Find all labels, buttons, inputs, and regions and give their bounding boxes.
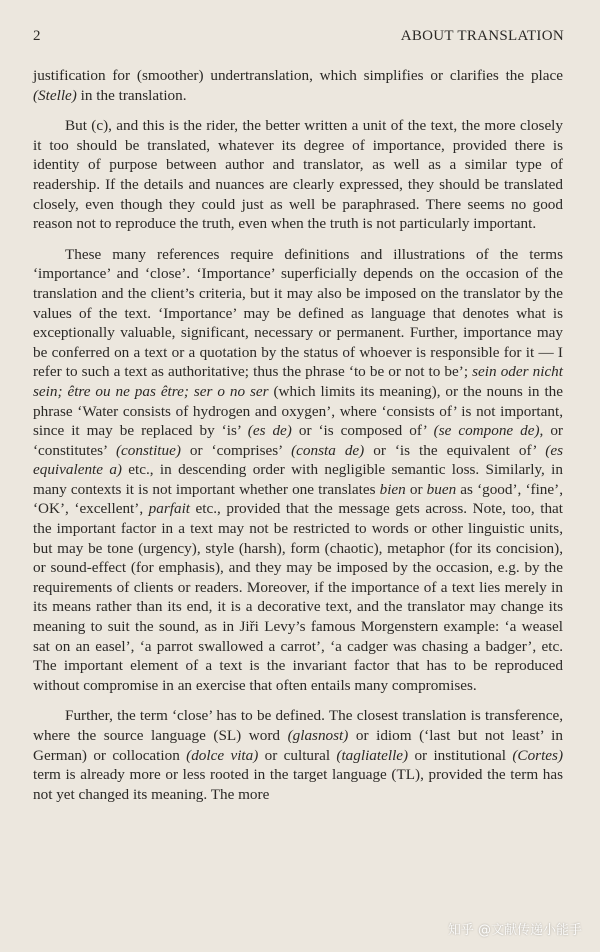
italic-run: parfait: [148, 500, 191, 518]
text-run: (which limits its meaning), or the nouns in the phrase ‘Water consists of hydrogen and oxygen’, where ‘consists of’ is not important, since it may be replaced by ‘is’: [33, 382, 563, 440]
watermark: 知乎 @文献传递小能手: [447, 923, 582, 938]
italic-run: (se compone de),: [433, 422, 544, 440]
body-text: [33, 66, 563, 815]
text-run: or ‘is the equivalent of’: [364, 441, 546, 459]
text-run: etc., in descending order with negligible semantic loss. Similarly, in many contexts it is not important whether one translates: [33, 461, 563, 498]
text-run: But (c), and this is the rider, the better written a unit of the text, the more closely it too should be translated, whatever its degree of importance, provided there is identity of purpose between author and translator, as well as a similar type of readership. If the details and nuances are clearly expressed, they should be translated closely, even though they could just as well be paraphrased. There seems no good reason not to reproduce the truth, even when the truth is not particularly important.: [33, 117, 563, 233]
italic-run: (dolce vita): [186, 746, 259, 764]
italic-run: bien: [379, 480, 406, 498]
text-run: or: [405, 480, 427, 498]
italic-run: (tagliatelle): [336, 746, 409, 764]
italic-run: (Stelle): [33, 86, 77, 104]
text-run: etc., provided that the message gets across. Note, too, that the important factor in a text may not be restricted to words or other linguistic units, but may be tone (urgency), style (harsh), form (chaotic), metaphor (for its concision), or sound-effect (for emphasis), and they may be imposed by the occasion, e.g. by the requirements of clients or readers. Moreover, if the importance of a text lies merely in its means rather than its end, it is a decorative text, and the translator may change its meaning to suit the sound, as in Jiři Levy’s famous Morgenstern example: ‘a weasel sat on an easel’, ‘a parrot swallowed a carrot’, ‘a cadger was chasing a badger’, etc. The important element of a text is the invariant factor that has to be reproduced without compromise in an exercise that often entails many compromises.: [33, 500, 563, 694]
running-title: ABOUT TRANSLATION: [400, 28, 564, 44]
text-run: or ‘constitutes’: [33, 422, 563, 459]
page-number: 2: [33, 28, 41, 44]
italic-run: sein oder nicht sein; être ou ne pas être; ser o no ser: [33, 363, 563, 400]
text-run: or cultural: [258, 746, 337, 764]
italic-run: buen: [426, 480, 457, 498]
text-run: or ‘is composed of’: [291, 422, 434, 440]
italic-run: (constitue): [115, 441, 181, 459]
text-run: in the translation.: [76, 86, 187, 104]
text-run: term is already more or less rooted in the target language (TL), provided the term has not yet changed its meaning. The more: [33, 766, 563, 803]
paragraph-4: [33, 706, 563, 804]
text-run: or institutional: [408, 746, 513, 764]
italic-run: (es equivalente a): [33, 441, 563, 479]
italic-run: (es de): [247, 422, 292, 440]
text-run: Further, the term ‘close’ has to be defined. The closest translation is transference, where the source language (SL) word: [33, 707, 563, 744]
text-run: or idiom (‘last but not least’ in German) or collocation: [33, 727, 563, 764]
italic-run: (consta de): [291, 441, 365, 459]
running-header: [33, 28, 564, 45]
paragraph-2: [33, 116, 563, 234]
text-run: or ‘comprises’: [180, 441, 292, 459]
paragraph-1: [33, 66, 563, 105]
italic-run: (Cortes): [512, 746, 563, 764]
paragraph-3: [33, 245, 563, 696]
text-run: as ‘good’, ‘fine’, ‘OK’, ‘excellent’,: [33, 480, 563, 518]
text-run: These many references require definitions and illustrations of the terms ‘importance’ and ‘close’. ‘Importance’ superficially depends on the occasion of the translation and the client’s criteria, but it may also be imposed on the translator by the values of the text. ‘Importance’ may be defined as language that denotes what is exceptionally valuable, significant, necessary or permanent. Further, importance may be conferred on a text or a quotation by the status of whoever is responsible for it — I refer to such a text as authoritative; thus the phrase ‘to be or not to be’;: [33, 245, 563, 381]
italic-run: (glasnost): [287, 727, 349, 744]
text-run: justification for (smoother) undertranslation, which simplifies or clarifies the place: [33, 67, 563, 84]
